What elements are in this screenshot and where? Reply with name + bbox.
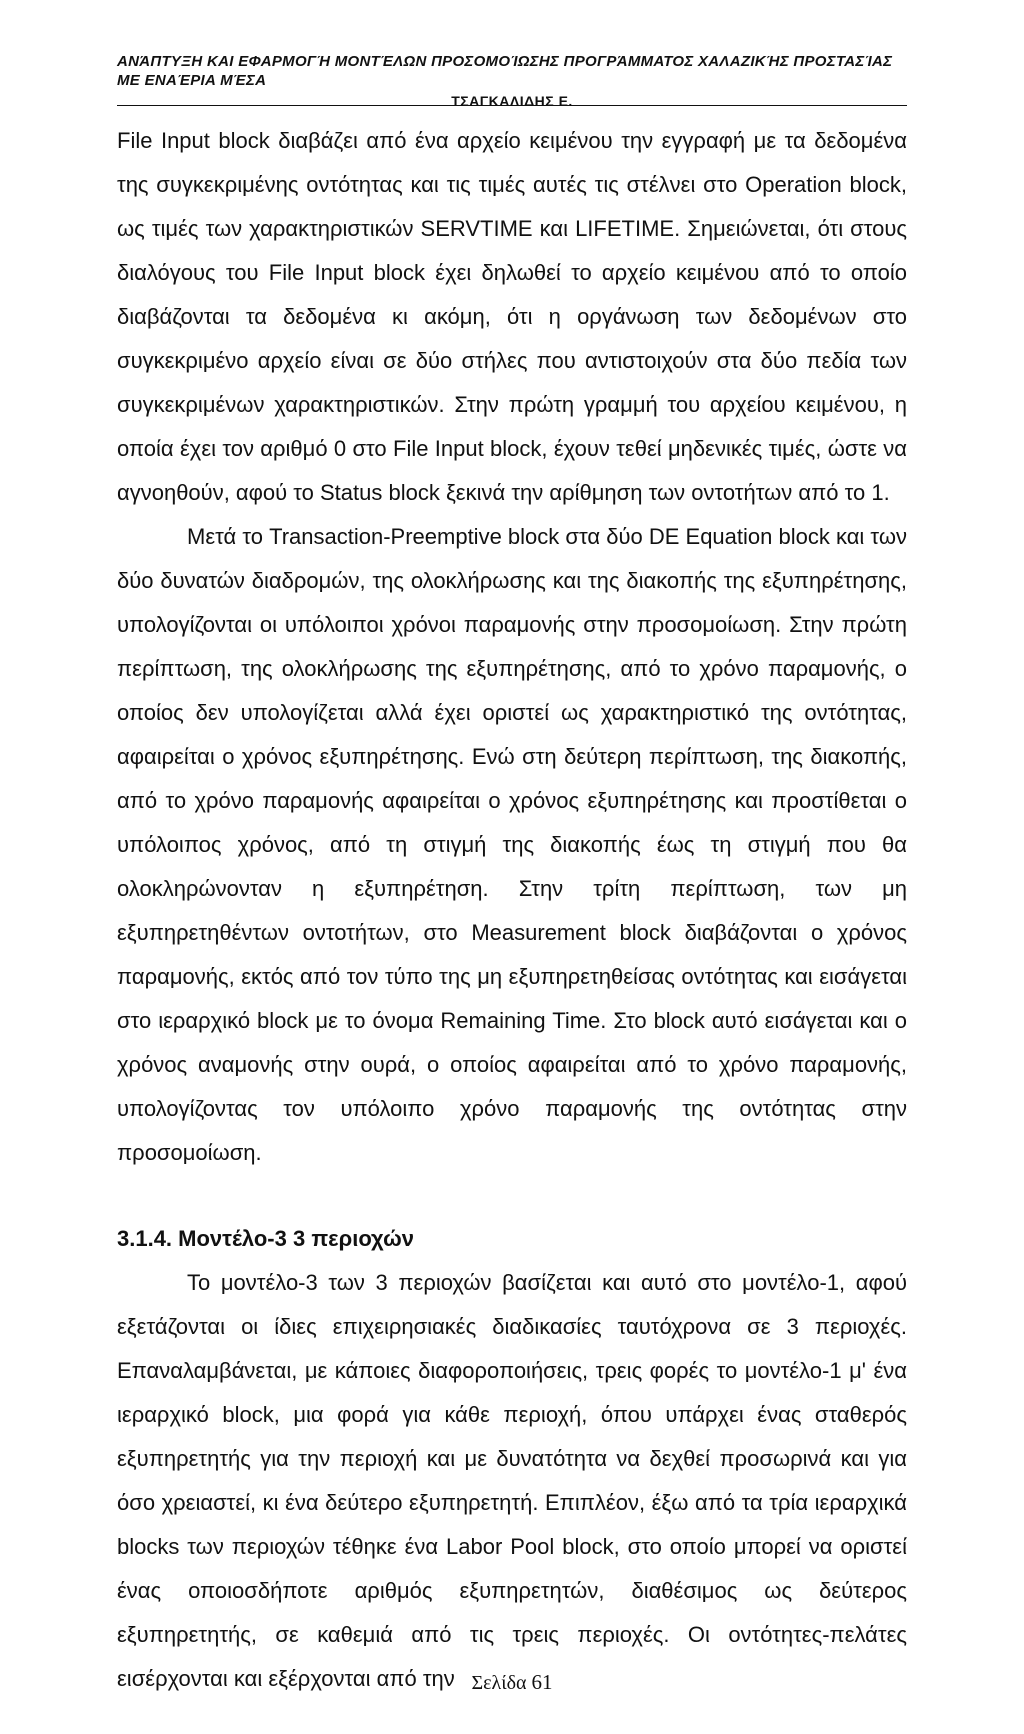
header-author: ΤΣΑΓΚΑΛΙΔΗΣ Ε.	[451, 93, 573, 109]
header-title: ΑΝΆΠΤΥΞΗ ΚΑΙ ΕΦΑΡΜΟΓΉ ΜΟΝΤΈΛΩΝ ΠΡΟΣΟΜΟΊΩΣΗΣ ΠΡΟΓΡΆΜΜΑΤΟΣ ΧΑΛΑΖΙΚΉΣ ΠΡΟΣΤΑΣΊΑΣ ΜΕ ΕΝΑΈΡΙΑ ΜΈΣΑ	[117, 53, 893, 89]
paragraph-3: Το μοντέλο-3 των 3 περιοχών βασίζεται και αυτό στο μοντέλο-1, αφού εξετάζονται οι ίδιες επιχειρησιακές διαδικασίες ταυτόχρονα σε 3 περιοχές. Επαναλαμβάνεται, με κάποιες διαφοροποιήσεις, τρεις φορές το μοντέλο-1 μ' ένα ιεραρχικό block, μια φορά για κάθε περιοχή, όπου υπάρχει ένας σταθερός εξυπηρετητής για την περιοχή και με δυνατότητα να δεχθεί προσωρινά και για όσο χρειαστεί, κι ένα δεύτερο εξυπηρετητή. Επιπλέον, έξω από τα τρία ιεραρχικά blocks των περιοχών τέθηκε ένα Labor Pool block, στο οποίο μπορεί να οριστεί ένας οποιοσδήποτε αριθμός εξυπηρετητών, διαθέσιμος ως δεύτερος εξυπηρετητής, σε καθεμιά από τις τρεις περιοχές. Οι οντότητες-πελάτες εισέρχονται και εξέρχονται από την	[117, 1270, 907, 1691]
header-divider	[117, 105, 907, 106]
body-text	[117, 119, 907, 1701]
page-footer	[0, 1670, 1024, 1695]
running-header	[117, 52, 907, 110]
paragraph-1: File Input block διαβάζει από ένα αρχείο κειμένου την εγγραφή με τα δεδομένα της συγκεκριμένης οντότητας και τις τιμές αυτές τις στέλνει στο Operation block, ως τιμές των χαρακτηριστικών SERVTIME και LIFETIME. Σημειώνεται, ότι στους διαλόγους του File Input block έχει δηλωθεί το αρχείο κειμένου από το οποίο διαβάζονται τα δεδομένα κι ακόμη, ότι η οργάνωση των δεδομένων στο συγκεκριμένο αρχείο είναι σε δύο στήλες που αντιστοιχούν στα δύο πεδία των συγκεκριμένων χαρακτηριστικών. Στην πρώτη γραμμή του αρχείου κειμένου, η οποία έχει τον αριθμό 0 στο File Input block, έχουν τεθεί μηδενικές τιμές, ώστε να αγνοηθούν, αφού το Status block ξεκινά την αρίθμηση των οντοτήτων από το 1.	[117, 128, 907, 505]
page-number: 61	[531, 1670, 553, 1694]
paragraph-2: Μετά το Transaction-Preemptive block στα δύο DE Equation block και των δύο δυνατών διαδρομών, της ολοκλήρωσης και της διακοπής της εξυπηρέτησης, υπολογίζονται οι υπόλοιποι χρόνοι παραμονής στην προσομοίωση. Στην πρώτη περίπτωση, της ολοκλήρωσης της εξυπηρέτησης, από το χρόνο παραμονής, ο οποίος δεν υπολογίζεται αλλά έχει οριστεί ως χαρακτηριστικό της οντότητας, αφαιρείται ο χρόνος εξυπηρέτησης. Ενώ στη δεύτερη περίπτωση, της διακοπής, από το χρόνο παραμονής αφαιρείται ο χρόνος εξυπηρέτησης και προστίθεται ο υπόλοιπος χρόνος, από τη στιγμή της διακοπής έως τη στιγμή που θα ολοκληρώνονταν η εξυπηρέτηση. Στην τρίτη περίπτωση, των μη εξυπηρετηθέντων οντοτήτων, στο Measurement block διαβάζονται ο χρόνος παραμονής, εκτός από τον τύπο της μη εξυπηρετηθείσας οντότητας και εισάγεται στο ιεραρχικό block με το όνομα Remaining Time. Στο block αυτό εισάγεται και ο χρόνος αναμονής στην ουρά, ο οποίος αφαιρείται από το χρόνο παραμονής, υπολογίζοντας τον υπόλοιπο χρόνο παραμονής της οντότητας στην προσομοίωση.	[117, 524, 907, 1165]
section-heading: 3.1.4. Μοντέλο-3 3 περιοχών	[117, 1226, 414, 1251]
page-label: Σελίδα	[471, 1672, 527, 1694]
